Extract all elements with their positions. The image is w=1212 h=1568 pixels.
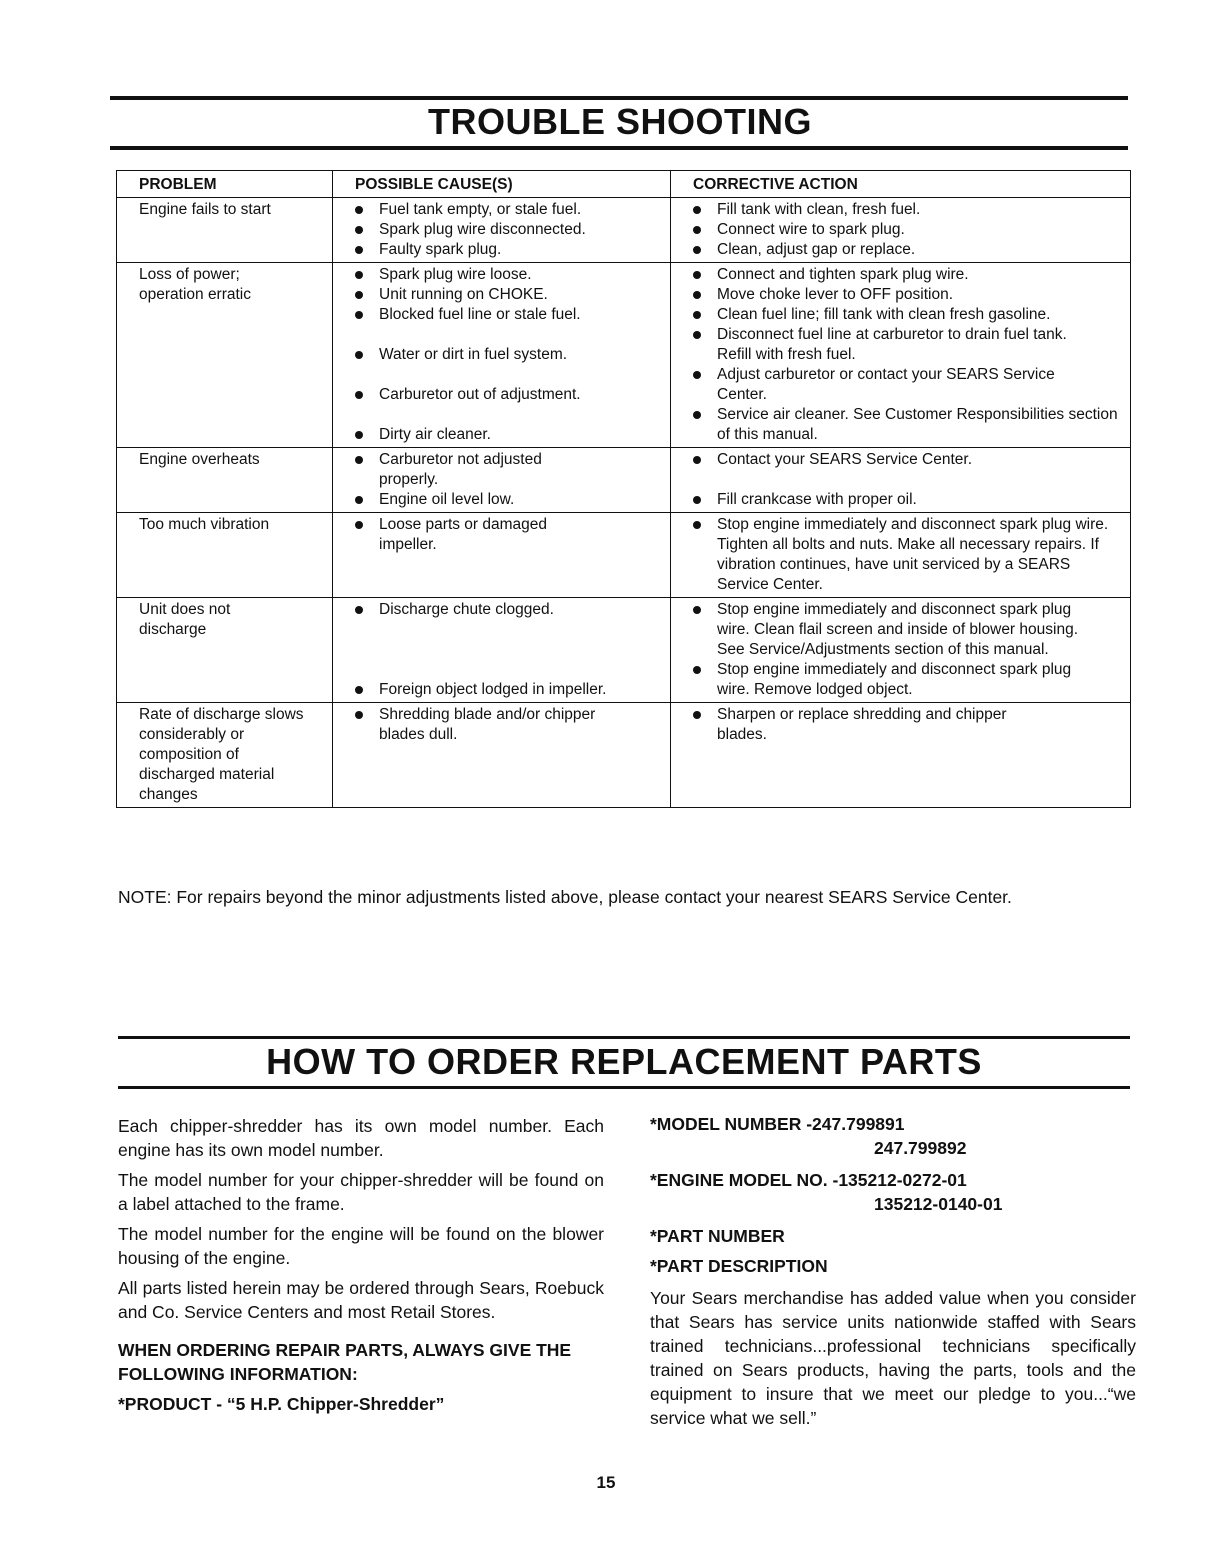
cause-item: Blocked fuel line or stale fuel.: [355, 305, 662, 325]
model-number-label: *MODEL NUMBER -: [650, 1114, 813, 1134]
causes-cell: [333, 598, 671, 703]
cause-item: Water or dirt in fuel system.: [355, 345, 662, 365]
cause-item: Carburetor out of adjustment.: [355, 385, 662, 405]
action-item: Connect and tighten spark plug wire.: [693, 265, 1073, 285]
action-item: Connect wire to spark plug.: [693, 220, 1122, 240]
action-item: Sharpen or replace shredding and chipper blades.: [693, 705, 1053, 745]
action-item: Clean, adjust gap or replace.: [693, 240, 1122, 260]
engine-model-2: 135212-0140-01: [874, 1194, 1003, 1214]
problem-text: Unit does not discharge: [139, 601, 231, 638]
cause-item: Loose parts or damaged impeller.: [355, 515, 595, 555]
action-item: Contact your SEARS Service Center.: [693, 450, 1122, 470]
part-number-line: *PART NUMBER: [650, 1226, 785, 1246]
model-number-2: 247.799892: [874, 1138, 967, 1158]
causes-cell: [333, 198, 671, 263]
top-rule-2: [110, 146, 1128, 150]
page-number: 15: [596, 1473, 616, 1492]
causes-cell: [333, 703, 671, 808]
causes-cell: [333, 448, 671, 513]
problem-cell: [117, 703, 333, 808]
problem-cell: Too much vibration: [117, 513, 333, 598]
header-actions: CORRECTIVE ACTION: [671, 171, 1131, 198]
action-item: Adjust carburetor or contact your SEARS Service Center.: [693, 365, 1073, 405]
cause-item: Faulty spark plug.: [355, 240, 662, 260]
cause-item: Unit running on CHOKE.: [355, 285, 662, 305]
header-problem: PROBLEM: [117, 171, 333, 198]
problem-cell: [117, 598, 333, 703]
cause-item: Foreign object lodged in impeller.: [355, 680, 662, 700]
actions-cell: [671, 448, 1131, 513]
causes-cell: [333, 513, 671, 598]
actions-cell: [671, 703, 1131, 808]
actions-cell: [671, 513, 1131, 598]
cause-item: Engine oil level low.: [355, 490, 585, 510]
table-row: [117, 598, 1131, 703]
cause-item: Fuel tank empty, or stale fuel.: [355, 200, 662, 220]
model-number-line: [650, 1112, 1136, 1136]
cause-item: Spark plug wire disconnected.: [355, 220, 662, 240]
action-item: Fill crankcase with proper oil.: [693, 490, 1122, 510]
table-row: [117, 703, 1131, 808]
troubleshooting-title: TROUBLE SHOOTING: [428, 101, 812, 142]
action-item: Fill tank with clean, fresh fuel.: [693, 200, 1122, 220]
paragraph: The model number for your chipper-shredder will be found on a label attached to the frame.: [118, 1170, 604, 1214]
table-header-row: [117, 171, 1131, 198]
problem-text: Loss of power; operation erratic: [139, 266, 252, 303]
when-ordering-heading: WHEN ORDERING REPAIR PARTS, ALWAYS GIVE THE FOLLOWING INFORMATION:: [118, 1340, 572, 1384]
causes-cell: [333, 263, 671, 448]
action-item: Disconnect fuel line at carburetor to drain fuel tank. Refill with fresh fuel.: [693, 325, 1073, 365]
table-row: [117, 198, 1131, 263]
problem-cell: [117, 263, 333, 448]
actions-cell: [671, 198, 1131, 263]
troubleshooting-table: [116, 170, 1131, 808]
actions-cell: [671, 263, 1131, 448]
product-line: *PRODUCT - “5 H.P. Chipper-Shredder”: [118, 1394, 445, 1414]
cause-item: Discharge chute clogged.: [355, 600, 662, 620]
action-item: Stop engine immediately and disconnect spark plug wire. Remove lodged object.: [693, 660, 1078, 700]
cause-item: Shredding blade and/or chipper blades dull.: [355, 705, 620, 745]
problem-cell: Engine fails to start: [117, 198, 333, 263]
engine-model-line: [650, 1168, 1136, 1192]
problem-text: Rate of discharge slows considerably or composition of discharged material changes: [139, 706, 304, 803]
parts-rule-1: [118, 1036, 1130, 1039]
action-item: Stop engine immediately and disconnect spark plug wire. Tighten all bolts and nuts. Make all necessary repairs. If vibration continues, have unit serviced by a SEARS Service Center.: [693, 515, 1122, 595]
parts-title: HOW TO ORDER REPLACEMENT PARTS: [266, 1041, 982, 1082]
action-item: Stop engine immediately and disconnect spark plug wire. Clean flail screen and inside of blower housing. See Service/Adjustments section of this manual.: [693, 600, 1078, 660]
part-description-line: *PART DESCRIPTION: [650, 1256, 828, 1276]
actions-cell: [671, 598, 1131, 703]
table-row: [117, 513, 1131, 598]
troubleshooting-note: NOTE: For repairs beyond the minor adjustments listed above, please contact your nearest SEARS Service Center.: [118, 887, 1012, 907]
table-row: [117, 448, 1131, 513]
parts-left-column: [118, 1114, 604, 1422]
table-row: [117, 263, 1131, 448]
problem-cell: Engine overheats: [117, 448, 333, 513]
cause-item: Carburetor not adjusted properly.: [355, 450, 585, 490]
engine-model-label: *ENGINE MODEL NO. -: [650, 1170, 839, 1190]
cause-item: Dirty air cleaner.: [355, 425, 662, 445]
engine-model-1: 135212-0272-01: [838, 1170, 967, 1190]
paragraph: All parts listed herein may be ordered through Sears, Roebuck and Co. Service Centers and most Retail Stores.: [118, 1278, 604, 1322]
parts-rule-2: [118, 1086, 1130, 1089]
parts-right-column: [650, 1112, 1136, 1430]
model-number-1: 247.799891: [812, 1114, 905, 1134]
action-item: Move choke lever to OFF position.: [693, 285, 1073, 305]
paragraph: Each chipper-shredder has its own model number. Each engine has its own model number.: [118, 1116, 604, 1160]
value-paragraph: Your Sears merchandise has added value when you consider that Sears has service units nationwide staffed with Sears trained technicians...professional technicians specifically trained on Sears products, having the parts, tools and the equipment to insure that we meet our pledge to you...“we service what we sell.”: [650, 1288, 1136, 1428]
action-item: Service air cleaner. See Customer Responsibilities section of this manual.: [693, 405, 1127, 445]
action-item: Clean fuel line; fill tank with clean fresh gasoline.: [693, 305, 1073, 325]
header-causes: POSSIBLE CAUSE(S): [333, 171, 671, 198]
cause-item: Spark plug wire loose.: [355, 265, 662, 285]
paragraph: The model number for the engine will be found on the blower housing of the engine.: [118, 1224, 604, 1268]
